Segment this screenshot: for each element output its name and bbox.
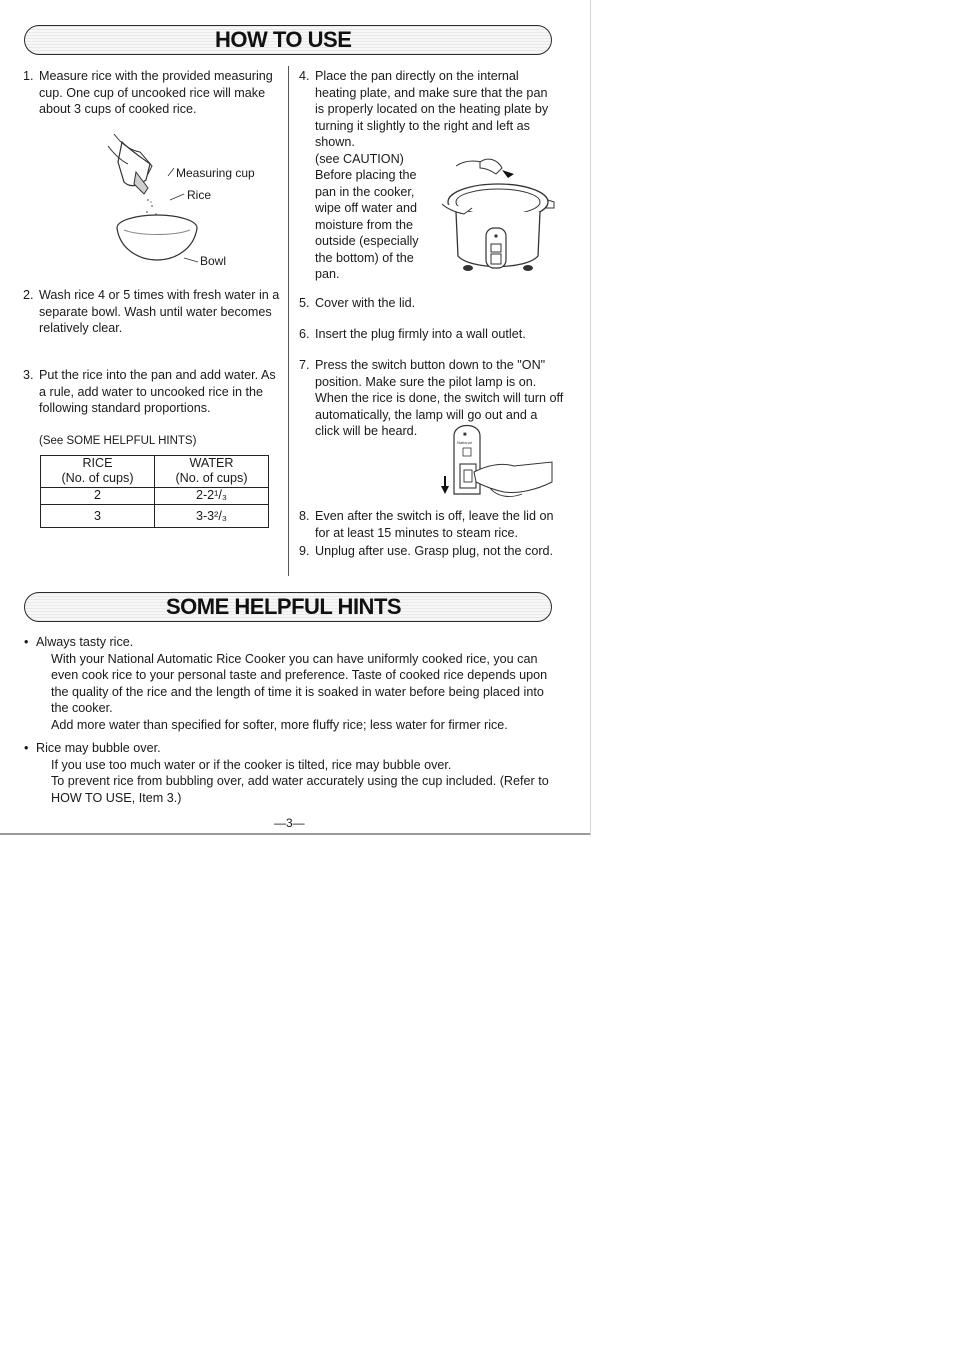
- measuring-cup-label: Measuring cup: [176, 166, 255, 180]
- step-number: 9.: [299, 544, 310, 558]
- step-number: 7.: [299, 358, 310, 372]
- hint-body: Add more water than specified for softer, more fluffy rice; less water for firmer rice.: [51, 717, 508, 732]
- rice-cooker-pan-illustration: [436, 152, 556, 276]
- step-text: Unplug after use. Grasp plug, not the cord.: [315, 544, 554, 558]
- rice-column-header: [41, 456, 155, 488]
- logo-icon: ■: [463, 432, 467, 438]
- step-7: [299, 357, 565, 438]
- column-divider: [288, 66, 289, 576]
- hint-body: To prevent rice from bubbling over, add water accurately using the cup included. (Refer to HOW TO USE, Item 3.): [51, 774, 549, 805]
- table-cell: 3: [41, 504, 155, 527]
- table-row: [41, 504, 269, 527]
- step-text: Wash rice 4 or 5 times with fresh water in a separate bowl. Wash until water becomes relatively clear.: [39, 288, 280, 335]
- step-number: 6.: [299, 327, 310, 341]
- step-8: [299, 508, 565, 541]
- step-number: 1.: [23, 69, 34, 83]
- step-number: 3.: [23, 368, 34, 382]
- bowl-label: Bowl: [200, 254, 227, 268]
- step-text: Press the switch button down to the "ON" position. Make sure the pilot lamp is on. When the rice is done, the switch will turn off automatically, the lamp will go out and a click will be heard.: [315, 358, 564, 438]
- step-text-upper: [315, 357, 565, 438]
- hint-body: With your National Automatic Rice Cooker you can have uniformly cooked rice, you can even cook rice to your personal taste and preference. Taste of cooked rice depends upon the quality of the rice and the length of time it is soaked in water before being placed into the cooker.: [51, 651, 548, 715]
- step-3: [23, 367, 284, 417]
- header-text: RICE: [82, 456, 113, 470]
- rice-water-table: [40, 455, 269, 528]
- switch-button-illustration: [440, 418, 556, 502]
- how-to-use-title: HOW TO USE: [215, 27, 352, 52]
- step-text: Measure rice with the provided measuring cup. One cup of uncooked rice will make about 3 cups of cooked rice.: [39, 69, 273, 116]
- table-row: [41, 488, 269, 505]
- step-text: Put the rice into the pan and add water. As a rule, add water to uncooked rice in the following standard proportions.: [39, 368, 276, 415]
- header-subtext: (No. of cups): [61, 471, 134, 485]
- measuring-rice-illustration: [100, 128, 240, 273]
- page-number: —3—: [274, 816, 305, 830]
- hint-item: [24, 740, 564, 806]
- header-text: WATER: [189, 456, 234, 470]
- see-hints-note: (See SOME HELPFUL HINTS): [39, 435, 197, 447]
- step-number: 2.: [23, 288, 34, 302]
- step-text: Insert the plug firmly into a wall outlet.: [315, 327, 526, 341]
- step-1: [23, 68, 279, 118]
- step-caution-text: (see CAUTION) Before placing the pan in the cooker, wipe off water and moisture from the outside (especially the bottom) of the pan.: [315, 151, 419, 281]
- hint-body: If you use too much water or if the cooker is tilted, rice may bubble over.: [51, 757, 452, 772]
- helpful-hints-banner: [24, 592, 552, 622]
- bullet-icon: •: [24, 741, 29, 755]
- step-5: [299, 295, 560, 312]
- water-column-header: [155, 456, 269, 488]
- step-9: [299, 543, 560, 560]
- table-cell: 2: [41, 488, 155, 505]
- step-text: Cover with the lid.: [315, 296, 416, 310]
- step-2: [23, 287, 284, 337]
- step-number: 4.: [299, 69, 310, 83]
- hint-heading: Rice may bubble over.: [36, 741, 161, 755]
- bullet-icon: •: [24, 635, 29, 649]
- step-number: 8.: [299, 509, 310, 523]
- page-bottom-rule: [0, 833, 590, 835]
- rice-label: Rice: [187, 188, 212, 202]
- header-subtext: (No. of cups): [175, 471, 248, 485]
- brand-label: National: [457, 440, 472, 445]
- table-cell: 2-2¹/₃: [155, 488, 269, 505]
- step-6: [299, 326, 565, 343]
- helpful-hints-title: SOME HELPFUL HINTS: [166, 594, 402, 619]
- step-number: 5.: [299, 296, 310, 310]
- manual-page: [0, 0, 590, 836]
- table-cell: 3-3²/₃: [155, 504, 269, 527]
- hint-item: [24, 634, 564, 733]
- step-text: Place the pan directly on the internal heating plate, and make sure that the pan is properly located on the heating plate by turning it slightly to the right and left as shown.: [315, 69, 549, 149]
- step-text: Even after the switch is off, leave the lid on for at least 15 minutes to steam rice.: [315, 509, 554, 540]
- how-to-use-banner: [24, 25, 552, 55]
- table-header-row: [41, 456, 269, 488]
- hint-heading: Always tasty rice.: [36, 635, 134, 649]
